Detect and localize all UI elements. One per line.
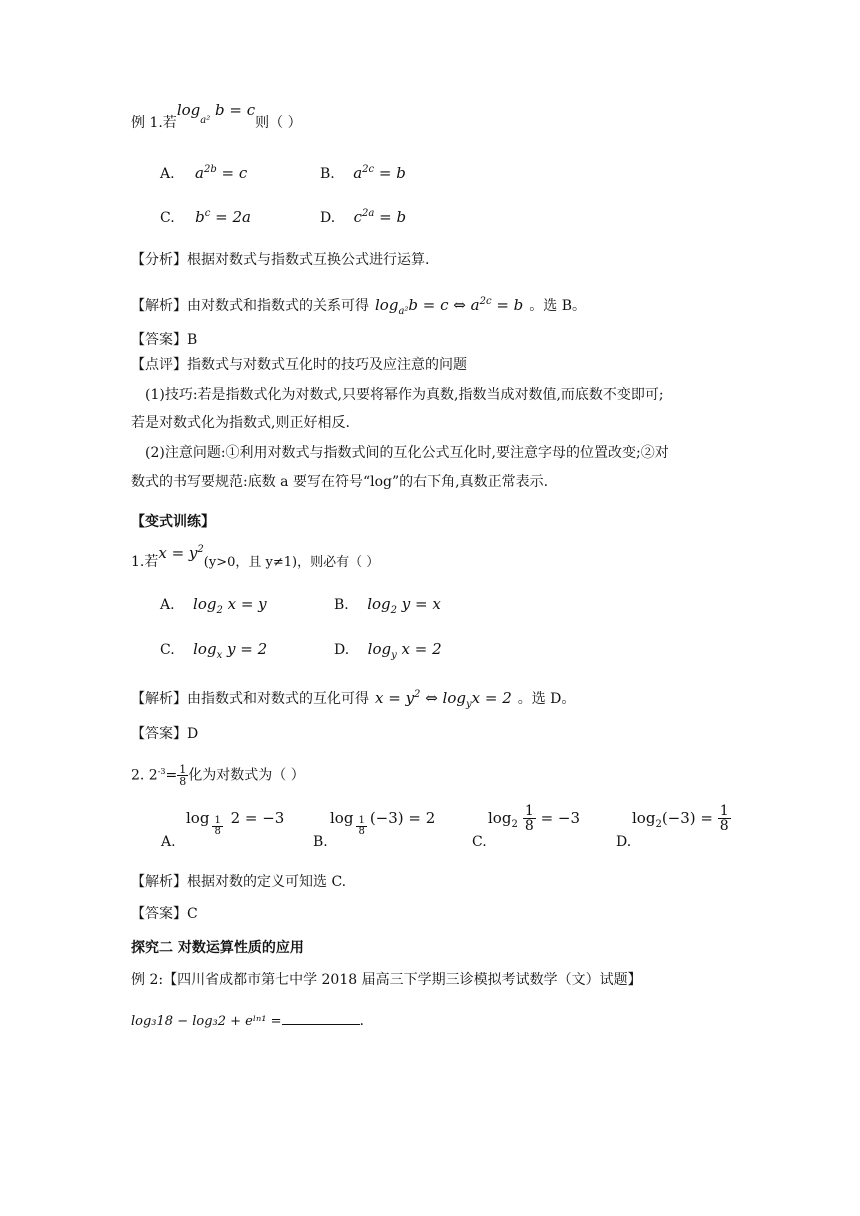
option-math: $c^{2a} = b$ bbox=[353, 208, 407, 226]
equals-sign: = bbox=[165, 767, 178, 784]
option-label: B. bbox=[320, 166, 335, 182]
example-1-answer: 【答案】B bbox=[131, 332, 198, 348]
example-1-suffix: 则（ ） bbox=[255, 115, 302, 131]
solution-choice: 。选 B。 bbox=[529, 298, 587, 314]
v2-option-b-math: log $\frac{1}{8}$ (−3) = 2 bbox=[330, 809, 436, 837]
option-math: $a^{2b} = c$ bbox=[195, 164, 248, 182]
example-2-title: 例 2:【四川省成都市第七中学 2018 届高三下学期三诊模拟考试数学（文）试题】 bbox=[131, 972, 642, 988]
comment-line-2a: (2)注意问题:①利用对数式与指数式间的互化公式互化时,要注意字母的位置改变;②对 bbox=[145, 445, 669, 461]
option-label: B. bbox=[334, 597, 349, 613]
exponent: -3 bbox=[157, 766, 166, 776]
example-1-question bbox=[131, 101, 302, 134]
option-label: C. bbox=[160, 642, 175, 658]
option-c bbox=[160, 208, 251, 226]
comment-line-1b: 若是对数式化为指数式,则正好相反. bbox=[131, 415, 350, 431]
v2-option-c-label: C. bbox=[472, 834, 487, 850]
example-1-solution bbox=[131, 295, 586, 317]
v2-option-d-math: $\log_2(-3)$ = $\frac{1}{8}$ bbox=[632, 803, 729, 834]
variation-2-question bbox=[131, 764, 305, 787]
option-math: $\log_y x = 2$ bbox=[367, 640, 442, 661]
math-expression: log₃18 − log₃2 + eˡⁿ¹ = bbox=[131, 1014, 282, 1029]
option-math: $\log_2 x = y$ bbox=[193, 595, 267, 616]
variation-1-prefix: 1.若 bbox=[131, 554, 159, 570]
option-label: A. bbox=[160, 597, 175, 613]
period: . bbox=[359, 1013, 364, 1029]
option-math: $a^{2c} = b$ bbox=[353, 164, 406, 182]
option-b bbox=[320, 164, 406, 182]
example-1-prefix: 例 1.若 bbox=[131, 115, 177, 131]
option-d bbox=[320, 208, 406, 226]
fraction-one-eighth: $\frac{1}{8}$ bbox=[179, 763, 187, 788]
option-math: $\log_2 y = x$ bbox=[367, 595, 441, 616]
comment-line-1a: (1)技巧:若是指数式化为对数式,只要将幂作为真数,指数当成对数值,而底数不变即可; bbox=[145, 387, 664, 403]
variation-heading: 【变式训练】 bbox=[131, 514, 215, 530]
solution-choice: 。选 D。 bbox=[517, 691, 576, 707]
option-label: C. bbox=[160, 210, 175, 226]
option-a bbox=[160, 164, 247, 182]
v1-option-a bbox=[160, 595, 267, 616]
variation-1-question bbox=[131, 544, 380, 571]
option-label: D. bbox=[334, 642, 350, 658]
option-math: $\log_x y = 2$ bbox=[193, 640, 268, 661]
math-log-a2-b-c: $\log_{a^2} b = c$ bbox=[176, 101, 256, 126]
math-log-equivalence: $\log_{a^2}b = c$ ⇔ $a^{2c} = b$ bbox=[375, 296, 524, 317]
variation-2-solution: 【解析】根据对数的定义可知选 C. bbox=[131, 874, 347, 890]
v2-option-d-label: D. bbox=[616, 834, 632, 850]
example-1-analysis: 【分析】根据对数式与指数式互换公式进行运算. bbox=[131, 252, 430, 268]
variation-1-solution bbox=[131, 688, 575, 710]
comment-line-2b: 数式的书写要规范:底数 a 要写在符号“log”的右下角,真数正常表示. bbox=[131, 474, 549, 490]
variation-2-suffix: 化为对数式为（ ） bbox=[188, 767, 305, 784]
section-2-heading: 探究二 对数运算性质的应用 bbox=[131, 940, 304, 956]
v1-option-b bbox=[334, 595, 441, 616]
example-2-expression bbox=[131, 1010, 364, 1029]
v2-option-c-math: $\log_2$ $\frac{1}{8}$ = −3 bbox=[488, 803, 581, 834]
variation-2-answer: 【答案】C bbox=[131, 906, 198, 922]
option-label: A. bbox=[160, 166, 175, 182]
solution-text: 【解析】由指数式和对数式的互化可得 bbox=[131, 691, 369, 707]
variation-1-answer: 【答案】D bbox=[131, 726, 199, 742]
math-exp-log-equivalence: $x = y^2$ ⇔ $\log_yx = 2$ bbox=[375, 689, 512, 710]
variation-1-condition: (y>0，且 y≠1)，则必有（ ） bbox=[203, 555, 380, 570]
v1-option-d bbox=[334, 640, 442, 661]
answer-blank[interactable] bbox=[282, 1010, 360, 1025]
option-label: D. bbox=[320, 210, 336, 226]
variation-2-prefix: 2. 2 bbox=[131, 767, 158, 784]
example-1-comment-title: 【点评】指数式与对数式互化时的技巧及应注意的问题 bbox=[131, 357, 467, 373]
v2-option-a-label: A. bbox=[161, 834, 176, 850]
math-x-eq-y2: $x = y^2$ bbox=[158, 544, 204, 562]
v1-option-c bbox=[160, 640, 267, 661]
solution-text: 【解析】由对数式和指数式的关系可得 bbox=[131, 298, 369, 314]
v2-option-b-label: B. bbox=[313, 834, 328, 850]
v2-option-a-math: log $\frac{1}{8}$ 2 = −3 bbox=[186, 809, 285, 837]
option-math: $b^c = 2a$ bbox=[195, 208, 251, 226]
